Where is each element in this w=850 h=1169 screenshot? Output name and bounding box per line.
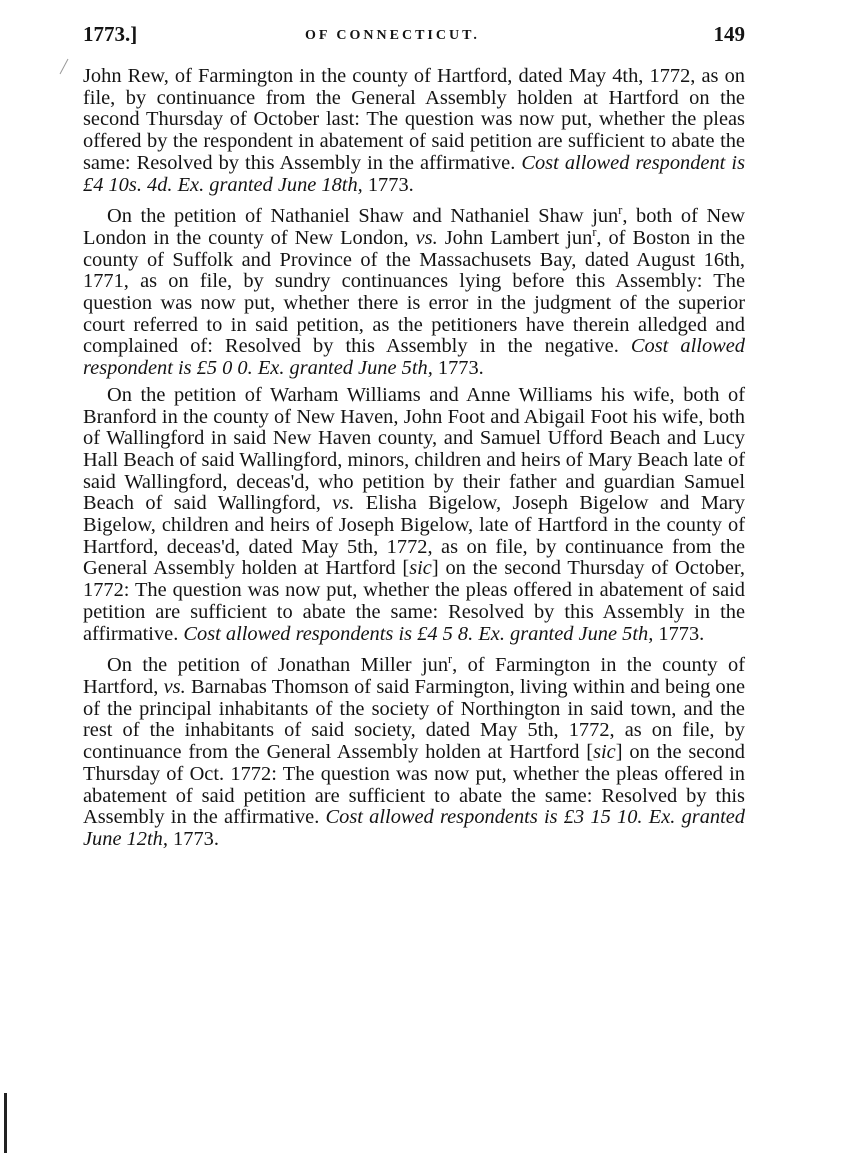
binding-edge-line xyxy=(4,1093,7,1153)
text-segment: Barnabas Thomson of said Farmington, living within and being one of the principal inhabitants of the society of Northington in said town, and the rest of the inhabitants of said society, dated May 5th, 1772, as on file, by continuance from the General Assembly holden at Hartford [ xyxy=(83,675,746,764)
text-segment: Cost allowed respondents is £3 15 10. Ex. granted June 12th, xyxy=(83,806,745,850)
paragraph-3-williams-petition xyxy=(83,385,745,645)
text-segment: 1773. xyxy=(653,622,705,645)
pencil-tick-mark xyxy=(58,58,70,76)
text-segment: vs. xyxy=(415,226,438,249)
text-segment: 1773. xyxy=(432,357,484,380)
header-running-title: OF CONNECTICUT. xyxy=(305,28,480,43)
text-segment: Elisha Bigelow, Joseph Bigelow and Mary Bigelow, children and heirs of Joseph Bigelow, late of Hartford in the county of Hartford, deceas'd, dated May 5th, 1772, as on file, by continuance from the General Assembly holden at Hartford [ xyxy=(83,492,745,580)
text-segment: 1773. xyxy=(362,173,414,196)
text-segment: sic xyxy=(409,557,432,580)
paragraph-2-shaw-petition xyxy=(83,203,745,380)
text-segment: 1773. xyxy=(167,827,219,850)
text-segment: r xyxy=(448,652,453,667)
text-segment: vs. xyxy=(163,675,186,698)
paragraph-4-miller-petition xyxy=(83,652,746,850)
text-segment: r xyxy=(592,225,597,240)
text-segment: Cost allowed respondent is £5 0 0. Ex. granted June 5th, xyxy=(83,335,745,380)
text-segment: vs. xyxy=(332,492,355,515)
text-segment: r xyxy=(618,203,623,218)
text-segment: On the petition of Jonathan Miller jun xyxy=(107,654,449,677)
text-segment: , both of New London in the county of New London, xyxy=(83,205,745,249)
text-segment: sic xyxy=(593,741,616,764)
text-segment: John Rew, of Farmington in the county of Hartford, dated May 4th, 1772, as on file, by continuance from the General Assembly holden at Hartford on the second Thursday of October last: The question was now put, whether the pleas offered by the respondent in abatement of said petition are sufficient to abate the same: Resolved by this Assembly in the affirmative. xyxy=(83,65,745,174)
text-segment: John Lambert jun xyxy=(437,226,593,249)
page-number: 149 xyxy=(713,22,745,46)
text-segment: On the petition of Warham Williams and Anne Williams his wife, both of Branford in the county of New Haven, John Foot and Abigail Foot his wife, both of Wallingford in said New Haven county, and Samuel Ufford Beach and Lucy Hall Beach of said Wallingford, minors, children and heirs of Mary Beach late of said Wallingford, deceas'd, who petition by their father and guardian Samuel Beach of said Wallingford, xyxy=(83,383,745,515)
text-segment: ] on the second Thursday of Oct. 1772: The question was now put, whether the pleas offered in abatement of said petition are sufficient to abate the same: Resolved by this Assembly in the affirmative. xyxy=(83,741,745,829)
text-segment: ] on the second Thursday of October, 1772: The question was now put, whether the pleas offered in abatement of said petition are sufficient to abate the same: Resolved by this Assembly in the affirmative. xyxy=(83,557,745,645)
paragraph-1-continuation xyxy=(83,66,745,196)
text-segment: On the petition of Nathaniel Shaw and Nathaniel Shaw jun xyxy=(107,205,619,228)
text-segment: , of Boston in the county of Suffolk and Province of the Massachusets Bay, dated August 16th, 1771, as on file, by sundry continuances lying before this Assembly: The question was now put, whether there is error in the judgment of the superior court referred to in said petition, as the petitioners have therein alledged and complained of: Resolved by this Assembly in the negative. xyxy=(83,226,745,358)
header-year: 1773.] xyxy=(83,22,138,46)
text-segment: Cost allowed respondents is £4 5 8. Ex. granted June 5th, xyxy=(183,622,654,645)
body-text xyxy=(83,66,745,851)
running-header xyxy=(83,22,745,52)
text-segment: , of Farmington in the county of Hartford, xyxy=(83,654,745,698)
text-segment: Cost allowed respondent is £4 10s. 4d. Ex. granted June 18th, xyxy=(83,151,746,196)
